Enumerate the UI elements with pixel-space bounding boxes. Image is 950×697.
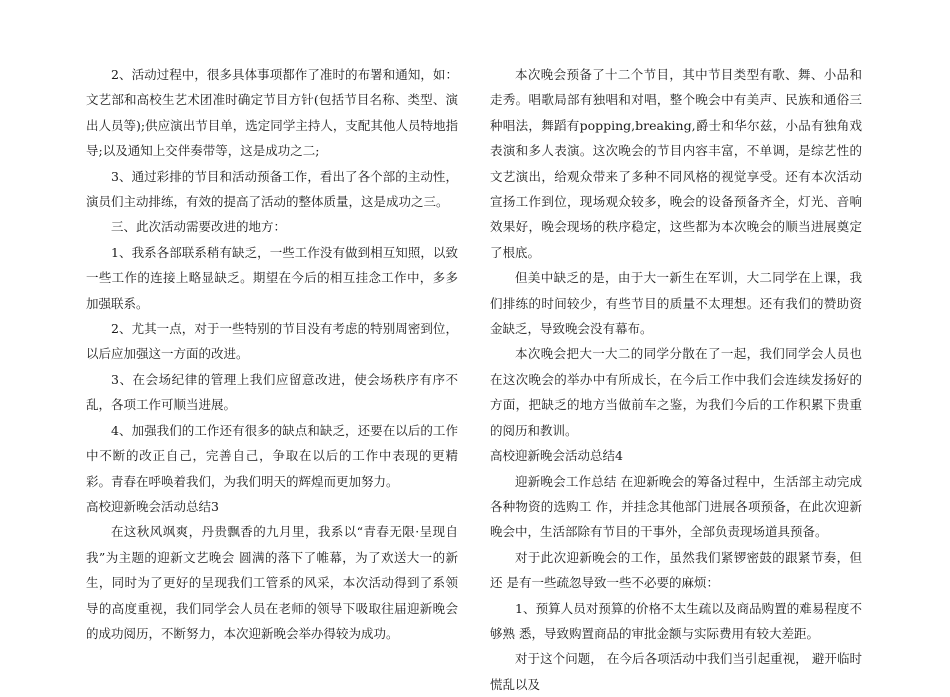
section-heading: 高校迎新晚会活动总结4	[490, 448, 623, 464]
paragraph: 1、我系各部联系稍有缺乏，一些工作没有做到相互知照，以致一些工作的连接上略显缺乏。期望在今后的相互挂念工作中，多多加强联系。	[86, 244, 458, 311]
paragraph: 2、尤其一点，对于一些特别的节目没有考虑的特别周密到位，以后应加强这一方面的改进。	[86, 321, 458, 362]
paragraph: 3、通过彩排的节目和活动预备工作，看出了各个部的主动性，演员们主动排练，有效的提高了活动的整体质量，这是成功之三。	[86, 168, 458, 210]
paragraph: 对于这个问题， 在今后各项活动中我们当引起重视， 避开临时慌乱以及	[490, 651, 862, 692]
paragraph: 2、活动过程中，很多具体事项都作了准时的布署和通知，如：文艺部和高校生艺术团准时确定节目方针(包括节目名称、类型、演出人员等);供应演出节目单，选定同学主持人，支配其他人员特地指导;以及通知上交伴奏带等，这是成功之二;	[86, 67, 458, 159]
section-heading: 高校迎新晚会活动总结3	[86, 498, 219, 514]
paragraph: 三、此次活动需要改进的地方：	[111, 219, 287, 235]
paragraph: 对于此次迎新晚会的工作，虽然我们紧锣密鼓的跟紧节奏，但还 是有一些疏忽导致一些不必要的麻烦：	[490, 549, 862, 591]
paragraph: 1、预算人员对预算的价格不太生疏以及商品购置的难易程度不够熟 悉，导致购置商品的审批金额与实际费用有较大差距。	[490, 600, 862, 641]
paragraph: 4、加强我们的工作还有很多的缺点和缺乏，还要在以后的工作中不断的改正自己，完善自己，争取在以后的工作中表现的更精彩。青春在呼唤着我们，为我们明天的辉煌而更加努力。	[86, 422, 458, 489]
paragraph: 在这秋风飒爽，丹贵飘香的九月里，我系以“青春无限·呈现自我”为主题的迎新文艺晚会 圆满的落下了帷幕，为了欢送大一的新生，同时为了更好的呈现我们工管系的风采，本次活动得到了系领导的高度重视，我们同学会人员在老师的领导下吸取往届迎新晚会的成功阅历，不断努力，本次迎新晚会举办得较为成功。	[86, 524, 458, 641]
right-column	[490, 62, 862, 697]
paragraph: 迎新晚会工作总结 在迎新晚会的筹备过程中，生活部主动完成各种物资的选购工 作，并挂念其他部门进展各项预备，在此次迎新晚会中，生活部除有节目的干事外，全部负责现场道具预备。	[490, 473, 862, 540]
paragraph: 本次晚会预备了十二个节目，其中节目类型有歌、舞、小品和走秀。唱歌局部有独唱和对唱，整个晚会中有美声、民族和通俗三种唱法，舞蹈有popping,breaking,爵士和华尔兹，小品有独角戏表演和多人表演。这次晚会的节目内容丰富，不单调，是综艺性的文艺演出，给观众带来了多种不同风格的视觉享受。还有本次活动宣扬工作到位，现场观众较多，晚会的设备预备齐全，灯光、音响效果好，晚会现场的秩序稳定，这些都为本次晚会的顺当进展奠定了根底。	[490, 67, 862, 260]
paragraph: 3、在会场纪律的管理上我们应留意改进，使会场秩序有序不乱，各项工作可顺当进展。	[86, 371, 458, 413]
left-column	[86, 62, 458, 646]
paragraph: 但美中缺乏的是，由于大一新生在军训，大二同学在上课，我们排练的时间较少，有些节目的质量不太理想。还有我们的赞助资金缺乏，导致晚会没有幕布。	[490, 270, 862, 337]
paragraph: 本次晚会把大一大二的同学分散在了一起，我们同学会人员也在这次晚会的举办中有所成长，在今后工作中我们会连续发扬好的方面，把缺乏的地方当做前车之鉴，为我们今后的工作积累下贵重的阅历和教训。	[490, 346, 862, 438]
